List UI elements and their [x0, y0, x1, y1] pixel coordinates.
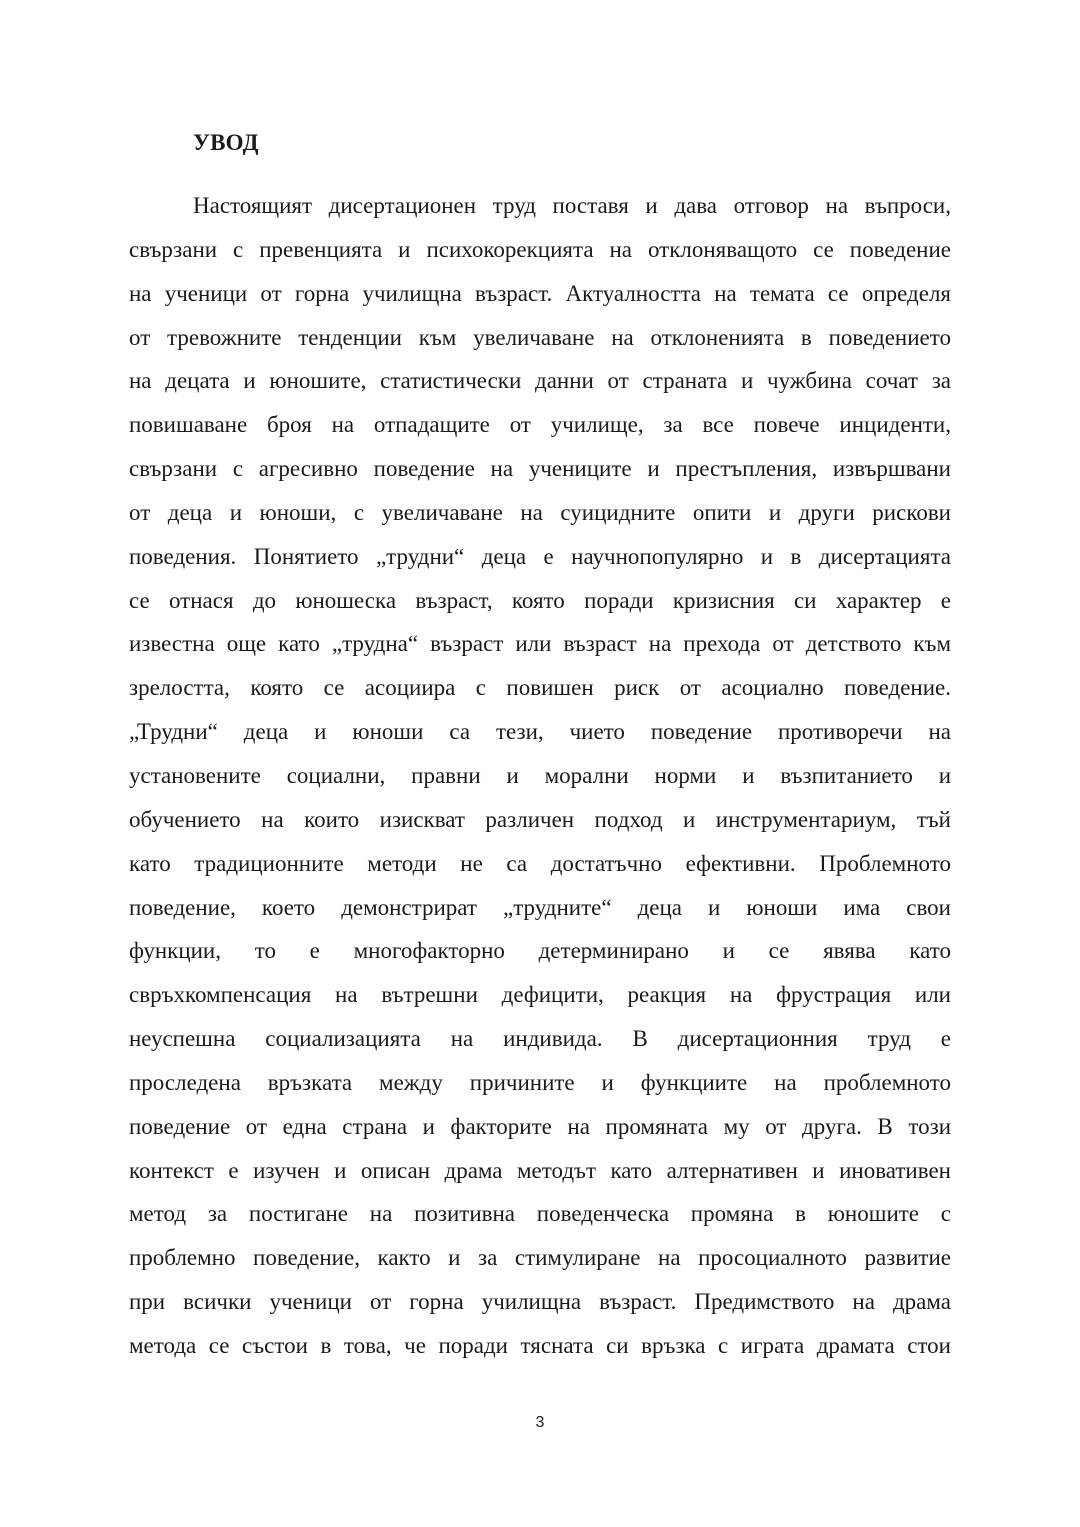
page-number: 3: [535, 1414, 545, 1431]
paragraph-line: свързани с превенцията и психокорекцията на отклоняващото се поведение: [129, 236, 951, 262]
paragraph-line: на децата и юношите, статистически данни от страната и чужбина сочат за: [129, 368, 951, 394]
paragraph-line: проследена връзката между причините и функциите на проблемното: [129, 1069, 951, 1095]
paragraph-line: свързани с агресивно поведение на учениците и престъпления, извършвани: [129, 456, 951, 482]
paragraph-line: обучението на които изискват различен подход и инструментариум, тъй: [129, 806, 951, 832]
paragraph-line: Настоящият дисертационен труд поставя и дава отговор на въпроси,: [193, 193, 951, 218]
paragraph-line: контекст е изучен и описан драма методът като алтернативен и иновативен: [129, 1157, 951, 1183]
paragraph-line: установените социални, правни и морални норми и възпитанието и: [129, 762, 951, 788]
paragraph-line: поведение от една страна и факторите на промяната му от друга. В този: [129, 1113, 951, 1139]
body-paragraph: [129, 184, 951, 1368]
paragraph-line: свръхкомпенсация на вътрешни дефицити, реакция на фрустрация или: [129, 982, 951, 1008]
paragraph-line: зрелостта, която се асоциира с повишен риск от асоциално поведение.: [129, 675, 951, 701]
paragraph-line: „Трудни“ деца и юноши са тези, чието поведение противоречи на: [129, 719, 951, 745]
paragraph-line: повишаване броя на отпадащите от училище, за все повече инциденти,: [129, 412, 951, 438]
paragraph-line: от тревожните тенденции към увеличаване на отклоненията в поведението: [129, 324, 951, 350]
paragraph-line: известна още като „трудна“ възраст или възраст на прехода от детството към: [129, 631, 951, 657]
paragraph-line: метода се състои в това, че поради тясната си връзка с играта драмата стои: [129, 1332, 951, 1358]
paragraph-line: поведение, което демонстрират „трудните“ деца и юноши има свои: [129, 894, 951, 920]
paragraph-line: се отнася до юношеска възраст, която поради кризисния си характер е: [129, 587, 951, 613]
paragraph-line: функции, то е многофакторно детерминирано и се явява като: [129, 938, 951, 964]
paragraph-line: на ученици от горна училищна възраст. Актуалността на темата се определя: [129, 280, 951, 306]
paragraph-line: от деца и юноши, с увеличаване на суицидните опити и други рискови: [129, 499, 951, 525]
paragraph-line: проблемно поведение, както и за стимулиране на просоциалното развитие: [129, 1245, 951, 1271]
paragraph-line: неуспешна социализацията на индивида. В дисертационния труд е: [129, 1026, 951, 1052]
paragraph-line: метод за постигане на позитивна поведенческа промяна в юношите с: [129, 1201, 951, 1227]
section-heading: УВОД: [193, 130, 259, 155]
paragraph-line: при всички ученици от горна училищна възраст. Предимството на драма: [129, 1289, 951, 1315]
paragraph-line: поведения. Понятието „трудни“ деца е научнопопулярно и в дисертацията: [129, 543, 951, 569]
paragraph-line: като традиционните методи не са достатъчно ефективни. Проблемното: [129, 850, 951, 876]
